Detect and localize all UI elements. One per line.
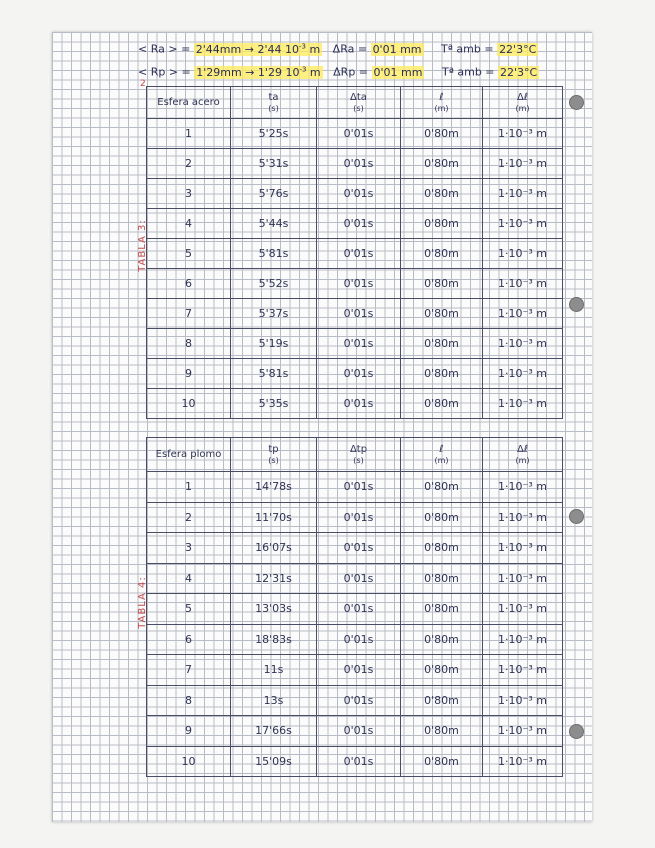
table-row	[147, 389, 563, 419]
table-row	[147, 655, 563, 686]
table-cell: 0'80m	[401, 179, 483, 209]
table-cell: 1·10⁻³ m	[483, 359, 563, 389]
table-row	[147, 179, 563, 209]
table-cell: 0'01s	[317, 533, 401, 564]
mean-rp-label: < Rp > =	[138, 65, 195, 79]
temp-label: Tª amb =	[441, 65, 499, 79]
table-row	[147, 269, 563, 299]
table-cell: 4	[147, 209, 231, 239]
table-cell: 1·10⁻³ m	[483, 655, 563, 686]
column-header: Δℓ (m)	[483, 87, 563, 119]
table-cell: 5'31s	[231, 149, 317, 179]
table-cell: 1·10⁻³ m	[483, 209, 563, 239]
column-header: Δta (s)	[317, 87, 401, 119]
table-cell: 0'80m	[401, 502, 483, 533]
table-cell: 0'80m	[401, 209, 483, 239]
table-cell: 0'80m	[401, 533, 483, 564]
table-cell: 5	[147, 239, 231, 269]
table-cell: 2	[147, 149, 231, 179]
table4	[146, 437, 563, 777]
table-cell: 5'35s	[231, 389, 317, 419]
temp-value: 22'3°C	[500, 65, 538, 79]
table-row	[147, 594, 563, 625]
table-cell: 1·10⁻³ m	[483, 329, 563, 359]
mean-ra-label: < Ra > =	[138, 42, 194, 56]
table-cell: 0'01s	[317, 624, 401, 655]
table-cell: 0'80m	[401, 119, 483, 149]
table3-label: TABLA 3:	[136, 219, 148, 272]
table-cell: 0'01s	[317, 563, 401, 594]
table-row	[147, 239, 563, 269]
table-cell: 3	[147, 179, 231, 209]
table-cell: 0'80m	[401, 359, 483, 389]
table-cell: 1·10⁻³ m	[483, 389, 563, 419]
table-cell: 1·10⁻³ m	[483, 563, 563, 594]
delta-ra-label: ΔRa =	[332, 42, 371, 56]
mean-ra-value: 2'44mm → 2'44 $10^{-3}$ m	[195, 42, 321, 56]
temp-value: 22'3°C	[499, 42, 537, 56]
table-cell: 0'80m	[401, 594, 483, 625]
table-cell: 0'01s	[317, 119, 401, 149]
table-row	[147, 329, 563, 359]
table-cell: 13'03s	[231, 594, 317, 625]
table-cell: 6	[147, 624, 231, 655]
table-cell: 14'78s	[231, 472, 317, 503]
table-cell: 8	[147, 329, 231, 359]
table-cell: 17'66s	[231, 716, 317, 747]
table-cell: 0'80m	[401, 716, 483, 747]
table-cell: 5'25s	[231, 119, 317, 149]
table-cell: 1·10⁻³ m	[483, 119, 563, 149]
table-cell: 1·10⁻³ m	[483, 716, 563, 747]
table-cell: 6	[147, 269, 231, 299]
column-header: tp (s)	[231, 438, 317, 472]
column-header: ℓ (m)	[401, 438, 483, 472]
table-cell: 0'01s	[317, 502, 401, 533]
table-cell: 0'01s	[317, 149, 401, 179]
table-row	[147, 472, 563, 503]
table-cell: 1·10⁻³ m	[483, 685, 563, 716]
table-cell: 1·10⁻³ m	[483, 533, 563, 564]
table-cell: 0'01s	[317, 209, 401, 239]
mean-rp-value: 1'29mm → 1'29 $10^{-3}$ m	[196, 65, 321, 79]
table-cell: 0'01s	[317, 716, 401, 747]
table-cell: 10	[147, 389, 231, 419]
table-cell: 2	[147, 502, 231, 533]
table-cell: 5'19s	[231, 329, 317, 359]
table-cell: 0'80m	[401, 329, 483, 359]
table-cell: 1	[147, 472, 231, 503]
table-cell: 12'31s	[231, 563, 317, 594]
table-header-row	[147, 438, 563, 472]
table-cell: 5'81s	[231, 239, 317, 269]
table-cell: 0'01s	[317, 685, 401, 716]
table-cell: 1·10⁻³ m	[483, 299, 563, 329]
table-row	[147, 533, 563, 564]
table-cell: 1·10⁻³ m	[483, 179, 563, 209]
table-cell: 0'80m	[401, 269, 483, 299]
table-cell: 0'01s	[317, 179, 401, 209]
header-line-2	[138, 65, 539, 79]
table-cell: 1·10⁻³ m	[483, 269, 563, 299]
table-cell: 9	[147, 716, 231, 747]
table-row	[147, 119, 563, 149]
table-cell: 0'80m	[401, 149, 483, 179]
table-cell: 8	[147, 685, 231, 716]
table-cell: 5'76s	[231, 179, 317, 209]
table-cell: 1·10⁻³ m	[483, 594, 563, 625]
table-cell: 0'01s	[317, 359, 401, 389]
table-cell: 0'80m	[401, 624, 483, 655]
column-header: ta (s)	[231, 87, 317, 119]
table-cell: 5	[147, 594, 231, 625]
table-cell: 4	[147, 563, 231, 594]
table-cell: 5'81s	[231, 359, 317, 389]
table-cell: 0'01s	[317, 655, 401, 686]
table-row	[147, 716, 563, 747]
table-cell: 0'80m	[401, 685, 483, 716]
table-cell: 0'01s	[317, 594, 401, 625]
delta-rp-value: 0'01 mm	[373, 65, 423, 79]
table-cell: 1·10⁻³ m	[483, 624, 563, 655]
punch-hole	[569, 95, 584, 110]
table-cell: 5'52s	[231, 269, 317, 299]
table-cell: 1·10⁻³ m	[483, 239, 563, 269]
table-cell: 0'01s	[317, 299, 401, 329]
table-cell: 18'83s	[231, 624, 317, 655]
punch-hole	[569, 297, 584, 312]
punch-hole	[569, 509, 584, 524]
table-cell: 0'80m	[401, 239, 483, 269]
table-cell: 5'37s	[231, 299, 317, 329]
table-cell: 7	[147, 299, 231, 329]
table-cell: 0'80m	[401, 746, 483, 777]
table-cell: 1	[147, 119, 231, 149]
table-cell: 0'01s	[317, 239, 401, 269]
table-cell: 0'80m	[401, 472, 483, 503]
table-cell: 1·10⁻³ m	[483, 746, 563, 777]
table-cell: 0'01s	[317, 329, 401, 359]
table-cell: 0'80m	[401, 389, 483, 419]
table-cell: 9	[147, 359, 231, 389]
header-line-1	[138, 42, 538, 56]
column-header: Esfera plomo	[147, 438, 231, 472]
table-row	[147, 563, 563, 594]
delta-ra-value: 0'01 mm	[372, 42, 422, 56]
table-cell: 0'80m	[401, 299, 483, 329]
table-cell: 3	[147, 533, 231, 564]
table-row	[147, 685, 563, 716]
table-row	[147, 624, 563, 655]
table-row	[147, 149, 563, 179]
table-cell: 1·10⁻³ m	[483, 502, 563, 533]
table3	[146, 86, 563, 419]
column-header: Δℓ (m)	[483, 438, 563, 472]
table-cell: 0'01s	[317, 746, 401, 777]
table-cell: 0'80m	[401, 655, 483, 686]
table-cell: 11s	[231, 655, 317, 686]
table-row	[147, 502, 563, 533]
table-row	[147, 359, 563, 389]
column-header: Esfera acero	[147, 87, 231, 119]
table-cell: 13s	[231, 685, 317, 716]
table-row	[147, 746, 563, 777]
column-header: ℓ (m)	[401, 87, 483, 119]
table4-label: TABLA 4:	[136, 576, 148, 629]
margin-mark: 2	[140, 79, 146, 89]
delta-rp-label: ΔRp =	[333, 65, 372, 79]
table-header-row	[147, 87, 563, 119]
table-cell: 1·10⁻³ m	[483, 472, 563, 503]
table-cell: 0'01s	[317, 269, 401, 299]
table-cell: 10	[147, 746, 231, 777]
temp-label: Tª amb =	[441, 42, 498, 56]
table-cell: 1·10⁻³ m	[483, 149, 563, 179]
table-cell: 7	[147, 655, 231, 686]
table-cell: 0'01s	[317, 389, 401, 419]
punch-hole	[569, 724, 584, 739]
table-row	[147, 299, 563, 329]
table-row	[147, 209, 563, 239]
table-cell: 0'80m	[401, 563, 483, 594]
table-cell: 11'70s	[231, 502, 317, 533]
table-cell: 0'01s	[317, 472, 401, 503]
table-cell: 5'44s	[231, 209, 317, 239]
table-cell: 16'07s	[231, 533, 317, 564]
column-header: Δtp (s)	[317, 438, 401, 472]
table-cell: 15'09s	[231, 746, 317, 777]
